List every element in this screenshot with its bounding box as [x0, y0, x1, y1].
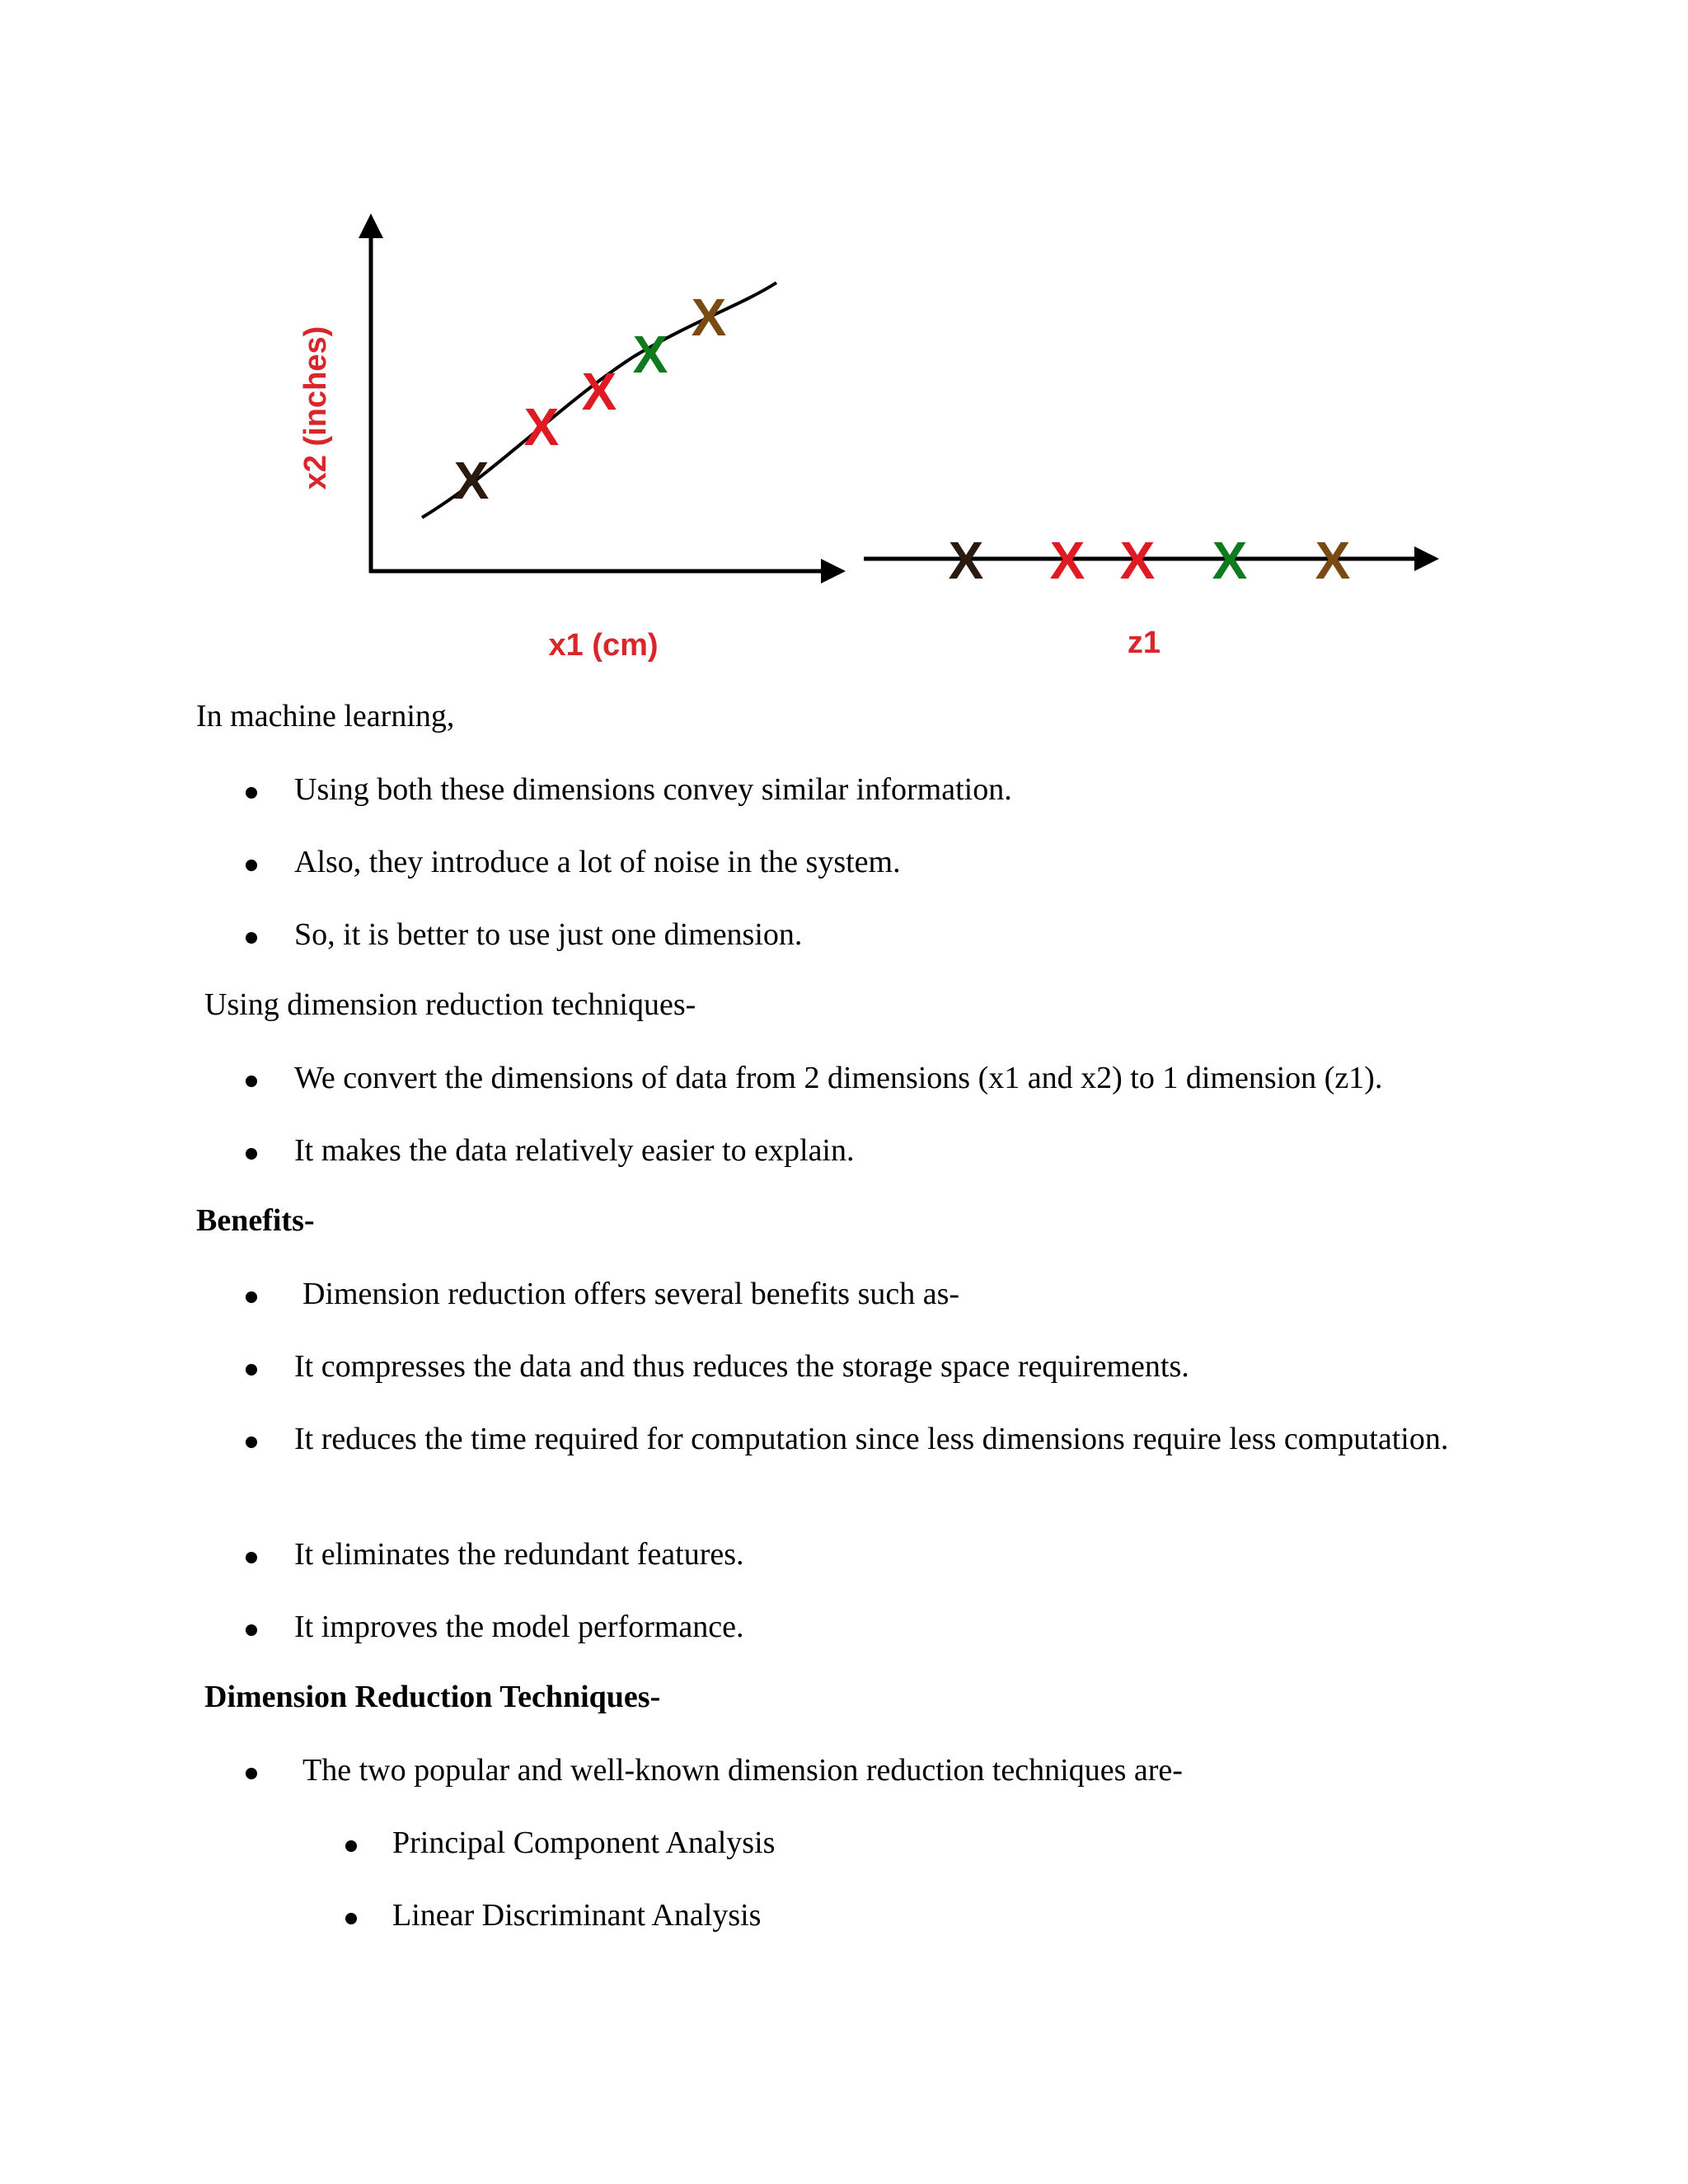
ml-point-3: So, it is better to use just one dimension. [294, 917, 803, 952]
bullet [246, 1624, 257, 1636]
bullet [246, 1364, 257, 1376]
benefit-4: It eliminates the redundant features. [294, 1537, 744, 1572]
technique-2: Linear Discriminant Analysis [392, 1898, 762, 1933]
left-x-axis-label: x1 (cm) [548, 628, 659, 663]
techniques-intro: The two popular and well-known dimension reduction techniques are- [302, 1753, 1183, 1788]
ml-point-1: Using both these dimensions convey similar information. [294, 772, 1012, 807]
bullet [246, 787, 257, 799]
benefit-5: It improves the model performance. [294, 1610, 744, 1644]
right-mark-3: X [1119, 531, 1156, 590]
z1-axis-label: z1 [1127, 626, 1161, 660]
techniques-heading: Dimension Reduction Techniques- [204, 1680, 661, 1714]
bullet [246, 1552, 257, 1563]
left-y-axis-label: x2 (inches) [298, 326, 333, 490]
dimension-reduction-figure [0, 0, 1688, 676]
bullet [345, 1913, 357, 1924]
right-mark-5: X [1315, 531, 1351, 590]
benefit-3: It reduces the time required for computation since less dimensions require less computation. [294, 1422, 1449, 1456]
technique-1: Principal Component Analysis [392, 1825, 776, 1860]
left-mark-1: X [453, 451, 490, 510]
reduction-point-1: We convert the dimensions of data from 2 dimensions (x1 and x2) to 1 dimension (z1). [294, 1061, 1383, 1095]
right-mark-1: X [948, 531, 984, 590]
benefit-2: It compresses the data and thus reduces the storage space requirements. [294, 1349, 1189, 1384]
left-mark-4: X [632, 325, 668, 384]
bullet [345, 1840, 357, 1852]
bullet [246, 1768, 257, 1779]
benefit-1: Dimension reduction offers several benefits such as- [302, 1277, 960, 1311]
bullet [246, 1436, 257, 1448]
ml-point-2: Also, they introduce a lot of noise in the system. [294, 845, 901, 879]
bullet [246, 932, 257, 944]
bullet [246, 1291, 257, 1303]
bullet [246, 1148, 257, 1160]
left-mark-3: X [581, 362, 617, 421]
bullet [246, 1076, 257, 1087]
reduction-point-2: It makes the data relatively easier to explain. [294, 1133, 855, 1168]
right-mark-2: X [1049, 531, 1085, 590]
reduction-intro-text: Using dimension reduction techniques- [204, 987, 696, 1022]
left-mark-2: X [523, 397, 560, 457]
left-mark-5: X [691, 288, 727, 347]
bullet [246, 860, 257, 871]
intro-text: In machine learning, [196, 699, 455, 733]
right-mark-4: X [1212, 531, 1248, 590]
benefits-heading: Benefits- [196, 1203, 315, 1238]
